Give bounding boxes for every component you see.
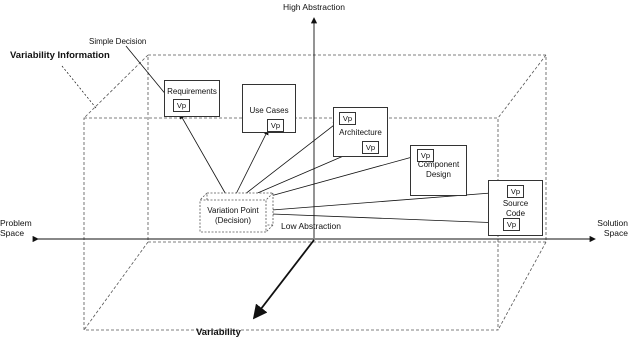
architecture-box — [333, 107, 388, 157]
design-word: Design — [426, 170, 451, 179]
component-design-box — [410, 145, 467, 196]
link-component-design — [256, 156, 416, 200]
source-code-label — [489, 199, 542, 219]
source-word: Source — [502, 199, 529, 208]
variability-information-label: Variability Information — [10, 50, 110, 61]
requirements-vp: Vp — [173, 99, 190, 112]
solution-label: Solution — [597, 218, 628, 228]
use-cases-box — [242, 84, 296, 133]
architecture-label: Architecture — [339, 128, 382, 137]
source-code-vp-2: Vp — [503, 218, 520, 231]
requirements-label: Requirements — [167, 87, 217, 96]
simple-decision-label: Simple Decision — [89, 37, 147, 46]
variability-label: Variability — [196, 327, 241, 338]
component-word: Component — [417, 160, 460, 169]
component-design-label — [411, 160, 466, 180]
link-use-cases — [234, 130, 268, 198]
variability-info-leader — [62, 66, 96, 108]
solution-space-word: Space — [603, 228, 628, 238]
link-source-code-1 — [272, 192, 504, 210]
problem-space-word: Space — [0, 228, 25, 238]
source-code-box — [488, 180, 543, 236]
problem-space-label — [0, 218, 32, 238]
requirements-box — [164, 80, 220, 117]
problem-label: Problem — [0, 218, 32, 228]
link-architecture-1 — [240, 122, 338, 198]
low-abstraction-label: Low Abstraction — [281, 221, 342, 231]
box-edge-bl — [84, 242, 148, 330]
box-edge-tr — [498, 55, 546, 118]
source-code-vp-1: Vp — [507, 185, 524, 198]
use-cases-label: Use Cases — [249, 106, 289, 115]
variation-point-label — [200, 206, 266, 226]
component-design-vp: Vp — [417, 149, 434, 162]
high-abstraction-label: High Abstraction — [283, 2, 345, 12]
variability-axis — [254, 240, 314, 318]
architecture-vp-2: Vp — [362, 141, 379, 154]
variability-box — [84, 55, 546, 330]
variation-point-title: Variation Point — [207, 206, 259, 215]
box-edge-tl — [84, 55, 148, 118]
link-requirements — [180, 114, 228, 198]
use-cases-vp: Vp — [267, 119, 284, 132]
code-word: Code — [505, 209, 526, 218]
architecture-vp-1: Vp — [339, 112, 356, 125]
solution-space-label — [590, 218, 628, 238]
box-edge-br — [498, 242, 546, 330]
variation-point-decision: (Decision) — [214, 216, 251, 225]
